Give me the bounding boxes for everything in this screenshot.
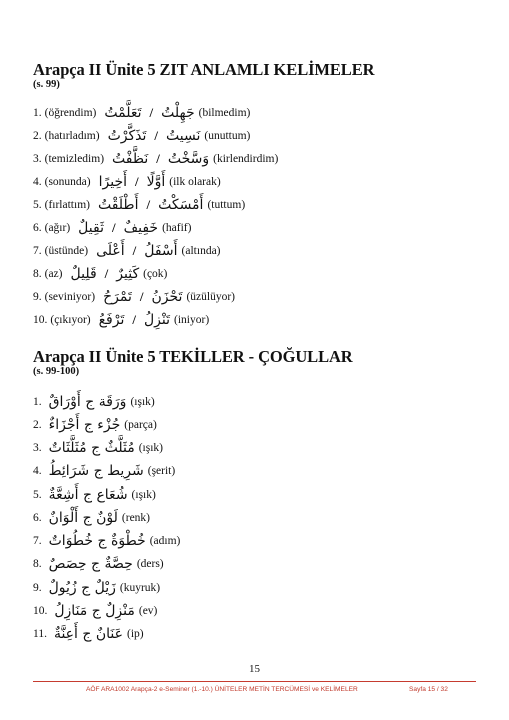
- plural-row: [33, 554, 168, 574]
- arabic-singular-plural: عَنَانٌ ج أَعِنَّةٌ: [53, 626, 123, 642]
- arabic-word: خَفِيفٌ: [123, 220, 159, 236]
- row-number: 5.: [33, 489, 42, 501]
- arabic-word: نَظَّفْتُ: [112, 151, 149, 167]
- turkish-word: (çok): [143, 268, 168, 280]
- section-page-ref: (s. 99): [33, 79, 60, 90]
- separator: /: [104, 266, 109, 281]
- plural-row: [33, 415, 161, 435]
- row-number: 6.: [33, 222, 42, 234]
- turkish-word: (ışık): [131, 489, 156, 501]
- opposite-row: [33, 103, 254, 123]
- row-number: 3.: [33, 442, 42, 454]
- opposite-row: [33, 126, 254, 146]
- opposite-row: [33, 195, 249, 215]
- plural-row: [33, 485, 160, 505]
- turkish-word: (iniyor): [174, 314, 210, 326]
- turkish-word: (altında): [181, 245, 221, 257]
- turkish-word: (ağır): [44, 222, 71, 234]
- opposite-row: [33, 264, 171, 284]
- turkish-word: (temizledim): [44, 153, 105, 165]
- plural-row: [33, 392, 159, 412]
- arabic-word: تَعَلَّمْتُ: [104, 105, 142, 121]
- arabic-word: تَنْزِلُ: [144, 312, 171, 328]
- turkish-word: (parça): [124, 419, 157, 431]
- turkish-word: (hatırladım): [44, 130, 100, 142]
- arabic-word: تَرْفَعُ: [98, 312, 125, 328]
- turkish-word: (kirlendirdim): [213, 153, 279, 165]
- arabic-word: تَذَكَّرْتُ: [107, 128, 147, 144]
- section-title-opposites: Arapça II Ünite 5 ZIT ANLAMLI KELİMELER: [33, 60, 375, 79]
- turkish-word: (ışık): [138, 442, 163, 454]
- turkish-word: (çıkıyor): [50, 314, 91, 326]
- plural-row: [33, 461, 179, 481]
- arabic-word: تَمْرَحُ: [103, 289, 132, 305]
- arabic-singular-plural: حِصَّةٌ ج حِصَصٌ: [48, 556, 133, 572]
- plural-row: [33, 601, 161, 621]
- arabic-singular-plural: شَرِيط ج شَرَائِطُ: [48, 463, 144, 479]
- opposite-row: [33, 287, 239, 307]
- arabic-word: أَمْسَكْتُ: [158, 197, 204, 213]
- turkish-word: (fırlattım): [44, 199, 90, 211]
- arabic-singular-plural: مَنْزِلٌ ج مَنَازِلُ: [54, 603, 135, 619]
- arabic-singular-plural: مُثَلَّثٌ ج مُثَلَّثَاتٌ: [48, 440, 135, 456]
- separator: /: [132, 243, 137, 258]
- turkish-word: (kuyruk): [119, 582, 161, 594]
- row-number: 10.: [33, 605, 48, 617]
- separator: /: [132, 312, 136, 327]
- footer-course-title: AÖF ARA1002 Arapça-2 e-Seminer (1.-10.) ÜNİTELER METİN TERCÜMESİ ve KELİMELER: [86, 686, 358, 693]
- opposite-row: [33, 241, 225, 261]
- row-number: 8.: [33, 558, 42, 570]
- plural-row: [33, 438, 167, 458]
- row-number: 2.: [33, 130, 42, 142]
- row-number: 7.: [33, 535, 42, 547]
- footer-page-count: Sayfa 15 / 32: [409, 686, 448, 693]
- separator: /: [111, 220, 116, 235]
- turkish-word: (az): [44, 268, 63, 280]
- section-title-singular-plural: Arapça II Ünite 5 TEKİLLER - ÇOĞULLAR: [33, 347, 353, 366]
- opposite-row: [33, 218, 195, 238]
- page-number: 15: [249, 663, 260, 675]
- row-number: 3.: [33, 153, 42, 165]
- arabic-word: أَسْفَلُ: [144, 243, 178, 259]
- turkish-word: (ışık): [130, 396, 155, 408]
- plural-row: [33, 578, 164, 598]
- turkish-word: (renk): [121, 512, 150, 524]
- opposite-row: [33, 149, 282, 169]
- arabic-singular-plural: لَوْنٌ ج أَلْوَانٌ: [48, 510, 118, 526]
- row-number: 1.: [33, 396, 42, 408]
- opposite-row: [33, 310, 213, 330]
- turkish-word: (sonunda): [44, 176, 91, 188]
- turkish-word: (bilmedim): [198, 107, 251, 119]
- turkish-word: (üzülüyor): [186, 291, 235, 303]
- arabic-singular-plural: خُطْوَةٌ ج خُطُوَاتٌ: [48, 533, 146, 549]
- row-number: 11.: [33, 628, 47, 640]
- turkish-word: (ders): [136, 558, 164, 570]
- row-number: 9.: [33, 291, 42, 303]
- arabic-word: قَلِيلٌ: [70, 266, 97, 282]
- turkish-word: (ilk olarak): [169, 176, 221, 188]
- row-number: 5.: [33, 199, 42, 211]
- row-number: 8.: [33, 268, 42, 280]
- turkish-word: (tuttum): [207, 199, 246, 211]
- arabic-word: أَوَّلًا: [146, 174, 166, 190]
- plural-row: [33, 508, 154, 528]
- arabic-word: ثَقِيلٌ: [78, 220, 104, 236]
- arabic-singular-plural: شُعَاع ج أَشِعَّةٌ: [48, 487, 128, 503]
- turkish-word: (seviniyor): [44, 291, 96, 303]
- turkish-word: (ip): [127, 628, 144, 640]
- section-page-ref: (s. 99-100): [33, 366, 80, 377]
- arabic-word: كَثِيرٌ: [116, 266, 140, 282]
- separator: /: [156, 151, 160, 166]
- arabic-singular-plural: زَيْلٌ ج زُيُولٌ: [48, 580, 116, 596]
- arabic-word: جَهِلْتُ: [161, 105, 195, 121]
- turkish-word: (adım): [149, 535, 181, 547]
- opposite-row: [33, 172, 225, 192]
- footer-divider: [33, 681, 476, 682]
- arabic-word: نَسِيتُ: [166, 128, 201, 144]
- arabic-word: أَخِيرًا: [98, 174, 128, 190]
- arabic-singular-plural: وَرَقَة ج أَوْرَاقٌ: [48, 394, 127, 410]
- arabic-word: أَطْلَقْتُ: [97, 197, 139, 213]
- turkish-word: (hafif): [162, 222, 192, 234]
- arabic-word: أَعْلَى: [96, 243, 125, 259]
- row-number: 7.: [33, 245, 42, 257]
- turkish-word: (unuttum): [204, 130, 251, 142]
- arabic-word: تَحْزَنُ: [151, 289, 183, 305]
- plural-row: [33, 531, 184, 551]
- row-number: 2.: [33, 419, 42, 431]
- row-number: 4.: [33, 176, 42, 188]
- row-number: 1.: [33, 107, 42, 119]
- row-number: 9.: [33, 582, 42, 594]
- row-number: 4.: [33, 465, 42, 477]
- arabic-word: وَسَّخْتُ: [167, 151, 210, 167]
- separator: /: [154, 128, 159, 143]
- turkish-word: (ev): [138, 605, 158, 617]
- separator: /: [149, 105, 154, 120]
- separator: /: [139, 289, 144, 304]
- turkish-word: (öğrendim): [44, 107, 97, 119]
- separator: /: [146, 197, 151, 212]
- row-number: 10.: [33, 314, 48, 326]
- separator: /: [135, 174, 139, 189]
- turkish-word: (üstünde): [44, 245, 89, 257]
- arabic-singular-plural: جُزْء ج أَجْزَاءٌ: [48, 417, 121, 433]
- plural-row: [33, 624, 148, 644]
- row-number: 6.: [33, 512, 42, 524]
- turkish-word: (şerit): [147, 465, 176, 477]
